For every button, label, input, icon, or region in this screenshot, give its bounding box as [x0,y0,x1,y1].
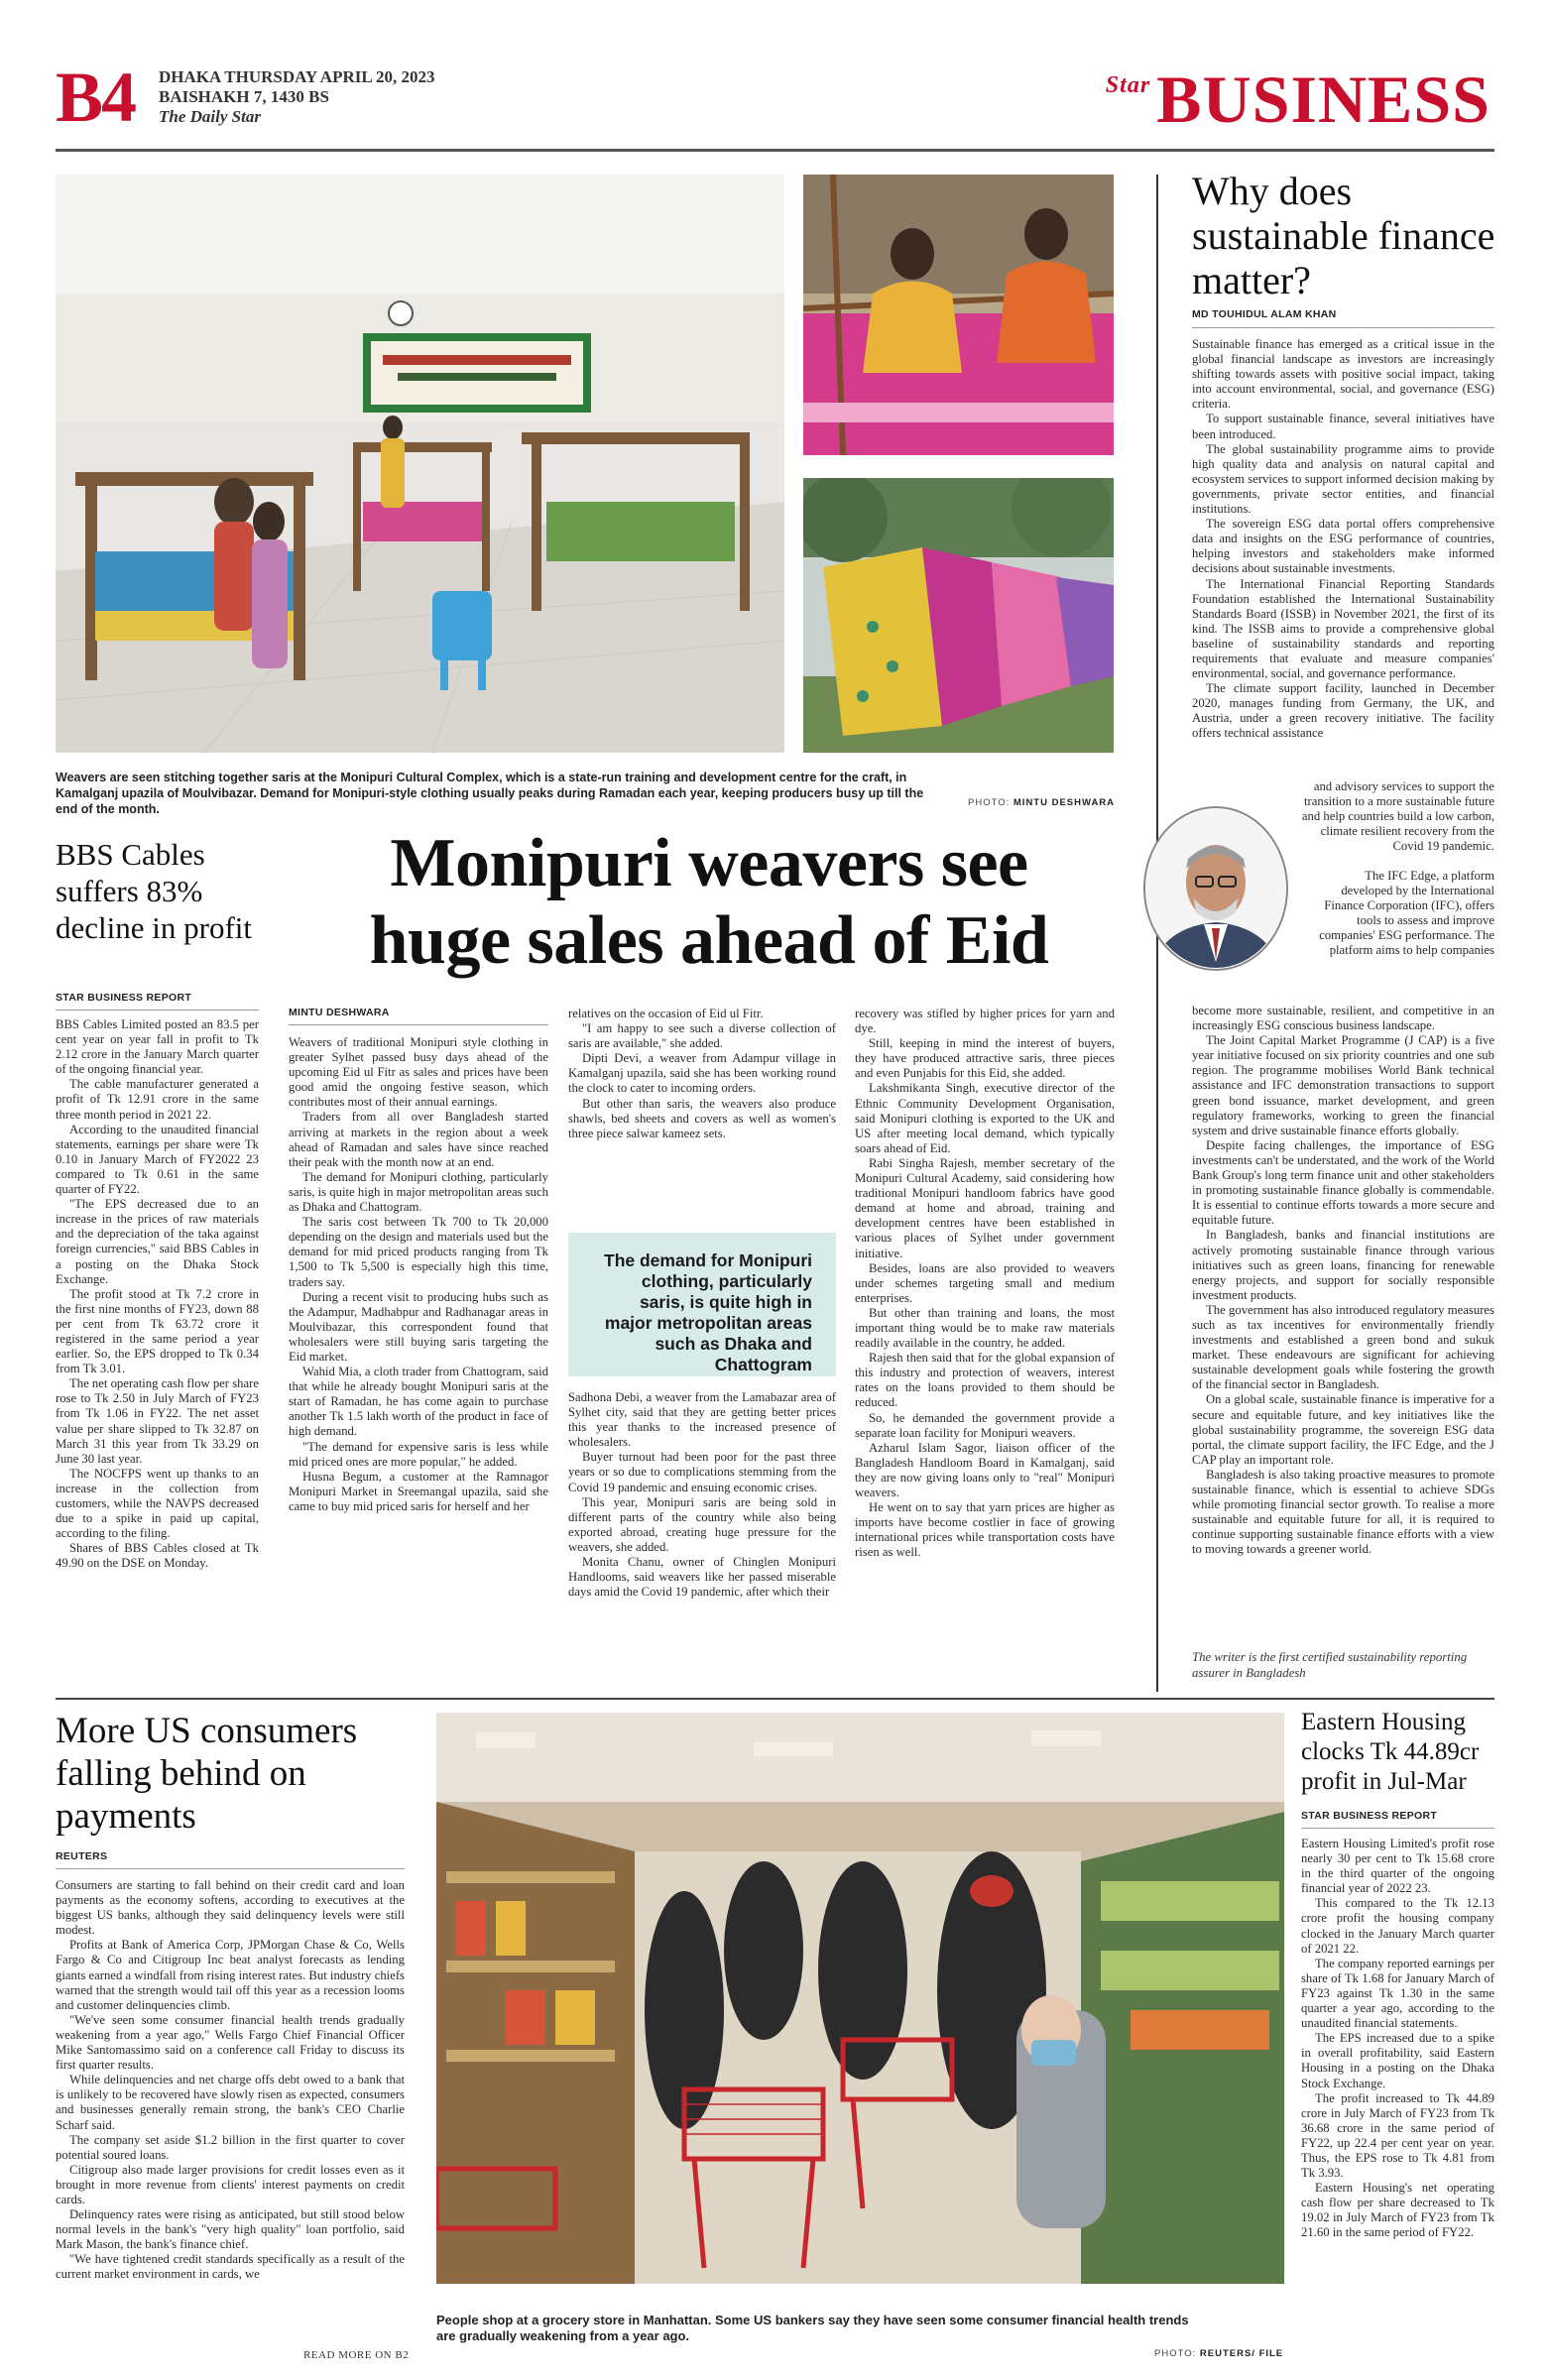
sustainable-body-top [1192,337,1494,742]
paragraph: During a recent visit to producing hubs such as the Adampur, Madhabpur and Radhanagar areas in Moulvibazar, this correspondent found that wholesalers were still buying saris targeting the Eid market. [289,1289,548,1364]
page-number: B4 [56,58,136,137]
paragraph: Husna Begum, a customer at the Ramnagor Monipuri Market in Sreemangal upazila, said she came to buy mid priced saris for herself and her [289,1469,548,1513]
bottom-section-rule [56,1698,1494,1700]
main-photo-caption: Weavers are seen stitching together saris at the Monipuri Cultural Complex, which is a state-run training and development centre for the craft, in Kamalganj upazila of Moulvibazar. Demand for Monipuri-style clothing usually peaks during Ramadan each year, keeping producers busy up till the end of the month. [56,771,924,816]
masthead-rule [56,149,1494,152]
paragraph: The global sustainability programme aims to provide high quality data and analysis on natural capital and ecosystem services to support informed decision making by governments, private sector entities, and financial institutions. [1192,441,1494,517]
byline-rule [56,1010,259,1011]
paragraph: The company set aside $1.2 billion in the first quarter to cover potential soured loans. [56,2132,405,2162]
writer-tagline: The writer is the first certified sustainability reporting assurer in Bangladesh [1192,1650,1468,1680]
paragraph: recovery was stifled by higher prices for yarn and dye. [855,1007,1115,1036]
weaving-hall-photo [56,175,784,753]
paragraph: Azharul Islam Sagor, liaison officer of the Bangladesh Handloom Board in Kamalganj, said they are now giving loans only to "real" Monipuri weavers. [855,1440,1115,1499]
us-byline: REUTERS [56,1850,108,1862]
eastern-body [1301,1837,1494,2241]
paragraph: and advisory services to support the transition to a more sustainable future and help countries build a low carbon, climate resilient recovery from the Covid 19 pandemic. [1301,779,1494,854]
paragraph: According to the unaudited financial statements, earnings per share were Tk 0.10 in January March of FY2022 23 compared to Tk 0.61 in the same quarter of FY22. [56,1122,259,1197]
paragraph: Still, keeping in mind the interest of buyers, they have produced attractive saris, three pieces and even Punjabis for this Eid, she added. [855,1036,1115,1081]
eastern-headline: Eastern Housing clocks Tk 44.89cr profit in Jul-Mar [1301,1709,1480,1795]
paragraph: The profit increased to Tk 44.89 crore in July March of FY23 from Tk 36.68 crore in the same period of FY22, up 22.4 per cent year on year. Thus, the EPS rose to Tk 4.81 from Tk 3.93. [1301,2090,1494,2181]
paragraph: The EPS increased due to a spike in overall profitability, said Eastern Housing in a posting on the Dhaka Stock Exchange. [1301,2031,1494,2090]
credit-label: PHOTO: [968,797,1011,808]
paragraph: The demand for Monipuri clothing, particularly saris, is quite high in major metropolitan areas such as Dhaka and Chattogram. [289,1169,548,1215]
paragraph: This year, Monipuri saris are being sold in different parts of the country while also being exported abroad, creating huge pressure for the weavers, she added. [568,1494,836,1554]
weavers-at-loom-photo [803,175,1114,455]
byline-rule [289,1024,548,1025]
paragraph: Consumers are starting to fall behind on their credit card and loan payments as the economy softens, according to executives at the biggest US banks, although they said delinquency levels were still modest. [56,1878,405,1938]
paragraph: The government has also introduced regulatory measures such as tax incentives for environmentally friendly investments and established a green bond and sukuk market. These endeavours are significant for achieving sustainable development goals while fostering the growth of the financial sector in Bangladesh. [1192,1302,1494,1392]
paragraph: The Joint Capital Market Programme (J CAP) is a five year initiative focused on six priority countries and one sub region. The programme mobilises World Bank technical assistance and IFC demonstration transactions to support green bond issuance, market development, and green regulatory frameworks, working to green the financial system and drive sustainable finance efforts globally. [1192,1033,1494,1137]
credit-label: PHOTO: [1154,2348,1197,2359]
paragraph: "We've seen some consumer financial health trends gradually weakening from a year ago," Wells Fargo Chief Financial Officer Mike Santomassimo said on a conference call Friday to discuss its first quarter results. [56,2012,405,2073]
author-portrait [1140,803,1291,974]
main-byline: MINTU DESHWARA [289,1007,390,1018]
headline-line-1: Monipuri weavers see [390,825,1028,901]
paragraph: To support sustainable finance, several initiatives have been introduced. [1192,412,1494,441]
dateline-block [159,67,435,127]
section-title [1105,61,1490,137]
paragraph: Dipti Devi, a weaver from Adampur village in Kamalganj upazila, said she has been working round the clock to cater to incoming orders. [568,1051,836,1096]
grocery-photo-credit [1154,2348,1283,2359]
paragraph: The climate support facility, launched in December 2020, manages funding from Germany, the UK, and Austria, under a green recovery initiative. The facility offers technical assistance [1192,681,1494,741]
paragraph: The cable manufacturer generated a profit of Tk 12.91 crore in the same three month period in 2021 22. [56,1077,259,1122]
paragraph: But other than training and loans, the most important thing would be to make raw materials readily available in the country, he added. [855,1305,1115,1351]
paragraph: The IFC Edge, a platform developed by the International Finance Corporation (IFC), offers tools to assess and improve companies' ESG performance. The platform aims to help companies [1319,869,1494,958]
sustainable-wrap-1 [1289,779,1494,854]
paragraph: He went on to say that yarn prices are higher as imports have become costlier in face of growing international prices while transportation costs have risen as well. [855,1500,1115,1560]
paragraph: BBS Cables Limited posted an 83.5 per cent year on year fall in profit to Tk 2.12 crore in the January March quarter of the ongoing financial year. [56,1017,259,1077]
grocery-store-photo [436,1713,1284,2284]
paragraph: Bangladesh is also taking proactive measures to promote sustainable finance, which is essential to achieve SDGs while promoting financial sector growth. To realise a more sustainable and equitable future for all, it is required to continue supporting sustainable finance efforts with a view to moving towards a greener world. [1192,1467,1494,1557]
bbs-byline: STAR BUSINESS REPORT [56,992,192,1004]
paragraph: Delinquency rates were rising as anticipated, but still stood below normal levels in the bank's "very high quality" loan portfolio, said Mark Mason, the bank's finance chief. [56,2207,405,2252]
paragraph: So, he demanded the government provide a separate loan facility for Monipuri weavers. [855,1410,1115,1440]
paragraph: Profits at Bank of America Corp, JPMorgan Chase & Co, Wells Fargo & Co and Citigroup Inc beat analyst forecasts as lending giants earned a windfall from rising interest rates. But industry chiefs warned that the strength would tail off this year as a recession looms and customer delinquencies climb. [56,1938,405,2012]
paragraph: Sustainable finance has emerged as a critical issue in the global financial landscape as investors are increasingly shifting towards assets with positive social impact, taking into account environmental, social, and governance (ESG) criteria. [1192,337,1494,412]
paragraph: Sadhona Debi, a weaver from the Lamabazar area of Sylhet city, said that they are getting better prices this year thanks to the increased presence of wholesalers. [568,1390,836,1450]
paragraph: Monita Chanu, owner of Chinglen Monipuri Handlooms, said weavers like her passed miserable days amid the Covid 19 pandemic, after which their [568,1555,836,1600]
bangla-date: BAISHAKH 7, 1430 BS [159,87,329,106]
paragraph: But other than saris, the weavers also produce shawls, bed sheets and covers as well as women's three piece salwar kameez sets. [568,1096,836,1140]
paragraph: The net operating cash flow per share rose to Tk 2.50 in July March of FY23 from Tk 1.06 in FY22. The net asset value per share slipped to Tk 32.87 on March 31 this year from Tk 33.29 on June 30 last year. [56,1376,259,1466]
dateline: DHAKA THURSDAY APRIL 20, 2023 [159,67,435,86]
paragraph: The company reported earnings per share of Tk 1.68 for January March of FY23 against Tk 1.30 in the same quarter a year ago, according to the unaudited financial statements. [1301,1956,1494,2031]
paragraph: "We have tightened credit standards specifically as a result of the current market environment in cards, we [56,2252,405,2282]
main-col-2-bottom [568,1390,836,1600]
paragraph: Weavers of traditional Monipuri style clothing in greater Sylhet passed busy days ahead of the upcoming Eid ul Fitr as sales and prices have been good amid the ongoing festive season, which contributes most of their annual earnings. [289,1035,548,1110]
us-body [56,1878,405,2283]
paragraph: "The EPS decreased due to an increase in the prices of raw materials and the depreciation of the taka against foreign currencies," said BBS Cables in a posting on the Dhaka Stock Exchange. [56,1197,259,1286]
paragraph: become more sustainable, resilient, and competitive in an increasingly ESG conscious business landscape. [1192,1004,1494,1033]
paragraph: Eastern Housing's net operating cash flow per share decreased to Tk 19.02 in July March of FY23 from Tk 21.60 in the same period of FY22. [1301,2181,1494,2240]
paragraph: The saris cost between Tk 700 to Tk 20,000 depending on the design and materials used but the demand for mid priced products ranging from Tk 1,500 to Tk 5,500 is especially high this time, traders say. [289,1215,548,1289]
paragraph: The profit stood at Tk 7.2 crore in the first nine months of FY23, down 88 per cent from Tk 63.72 crore it registered in the same period a year earlier. So, the EPS dropped to Tk 0.34 from Tk 3.01. [56,1286,259,1376]
credit-name: MINTU DESHWARA [1013,797,1116,808]
paragraph: While delinquencies and net charge offs debt owed to a bank that is unlikely to be recovered have slowly risen as expected, consumers and businesses generally remain strong, the bank's CEO Charlie Scharf said. [56,2073,405,2132]
us-headline: More US consumers falling behind on payments [56,1711,358,1837]
paragraph: Besides, loans are also provided to weavers under schemes targeting small and medium enterprises. [855,1260,1115,1305]
paper-name: The Daily Star [159,107,261,126]
sustainable-wrap-2 [1319,869,1494,959]
paragraph: Eastern Housing Limited's profit rose nearly 30 per cent to Tk 15.68 crore in the third quarter of the ongoing financial year of 2022 23. [1301,1837,1494,1896]
sustainable-byline: MD TOUHIDUL ALAM KHAN [1192,308,1337,320]
paragraph: On a global scale, sustainable finance is imperative for a secure and equitable future, and key initiatives like the global sustainability programme, the sovereign ESG data portal, the climate support facility, the IFC Edge, and the J CAP play an important role. [1192,1392,1494,1467]
grocery-photo-caption: People shop at a grocery store in Manhattan. Some US bankers say they have seen some consumer financial health trends are gradually weakening from a year ago. [436,2313,1189,2343]
byline-rule [1301,1828,1494,1829]
paragraph: Shares of BBS Cables closed at Tk 49.90 on the DSE on Monday. [56,1541,259,1571]
main-col-3 [855,1007,1115,1560]
saris-drying-photo [803,478,1114,753]
headline-line-2: huge sales ahead of Eid [369,902,1049,979]
read-more-link[interactable]: READ MORE ON B2 [303,2349,410,2361]
paragraph: The NOCFPS went up thanks to an increase in the collection from customers, while the NAVPS decreased due to a spike in paid up capital, according to the filing. [56,1466,259,1541]
paragraph: Traders from all over Bangladesh started arriving at markets in the region about a week ahead of Ramadan and sales have since reached their peak with the month now at an end. [289,1110,548,1169]
eastern-byline: STAR BUSINESS REPORT [1301,1810,1438,1822]
sustainable-body-bottom [1192,1004,1494,1557]
bbs-headline: BBS Cables suffers 83% decline in profit [56,837,252,945]
paragraph: This compared to the Tk 12.13 crore profit the housing company clocked in the January March quarter of 2021 22. [1301,1896,1494,1956]
paragraph: Wahid Mia, a cloth trader from Chattogram, said that while he already bought Monipuri saris at the start of Ramadan, he has come again to purchase another Tk 1.5 lakh worth of the product in face of high demand. [289,1365,548,1439]
main-photo-credit [968,797,1115,808]
paragraph: Rabi Singha Rajesh, member secretary of the Monipuri Cultural Academy, said considering how traditional Monipuri handloom fabrics have good demand at home and abroad, training and development centres have been established in various places of Sylhet under government initiative. [855,1155,1115,1260]
paragraph: In Bangladesh, banks and financial institutions are actively promoting sustainable finance through various initiatives such as green loans, financing for renewable energy projects, and support for socially responsible investment products. [1192,1228,1494,1302]
paragraph: "The demand for expensive saris is less while mid priced ones are more popular," he added. [289,1439,548,1469]
byline-rule [56,1868,405,1869]
main-col-1 [289,1035,548,1514]
main-headline [278,825,1140,980]
bbs-body [56,1017,259,1571]
main-col-2-top [568,1007,836,1141]
sustainable-headline: Why does sustainable finance matter? [1192,169,1495,302]
paragraph: Lakshmikanta Singh, executive director of the Ethnic Community Development Organisation, said Monipuri clothing is exported to the UK and US after meeting local demand, which typically soars ahead of Eid. [855,1081,1115,1155]
byline-rule [1192,327,1494,328]
paragraph: Despite facing challenges, the importance of ESG investments can't be understated, and the work of the World Bank Group's long term finance unit and other stakeholders in promoting sustainable finance globally is commendable. It is essential to continue efforts towards a more secure and equitable future. [1192,1137,1494,1228]
paragraph: The International Financial Reporting Standards Foundation established the International Sustainability Standards Board (ISSB) in November 2021, the first of its kind. The ISSB aims to provide a comprehensive global baseline of sustainability standards and reporting requirements that evaluate and measure companies' environmental, social, and governance performance. [1192,576,1494,681]
paragraph: Citigroup also made larger provisions for credit losses even as it brought in more revenue from clients' interest payments on credit cards. [56,2162,405,2206]
paragraph: relatives on the occasion of Eid ul Fitr. [568,1007,764,1020]
pull-quote: The demand for Monipuri clothing, particularly saris, is quite high in major metropolitan areas such as Dhaka and Chattogram [568,1233,836,1376]
paragraph: "I am happy to see such a diverse collection of saris are available," she added. [568,1021,836,1051]
paragraph: Rajesh then said that for the global expansion of this industry and protection of weavers, interest rates on the loans provided to them should be reduced. [855,1351,1115,1410]
star-logo: Star [1105,72,1151,98]
paragraph: The sovereign ESG data portal offers comprehensive data and insights on the ESG performance of countries, helping investors and stakeholders make informed decisions about sustainable investments. [1192,517,1494,576]
section-label: BUSINESS [1156,61,1490,137]
credit-name: REUTERS/ FILE [1199,2348,1284,2359]
paragraph: Buyer turnout had been poor for the past three years or so due to complications stemming from the Covid 19 pandemic and ensuing economic crises. [568,1450,836,1494]
